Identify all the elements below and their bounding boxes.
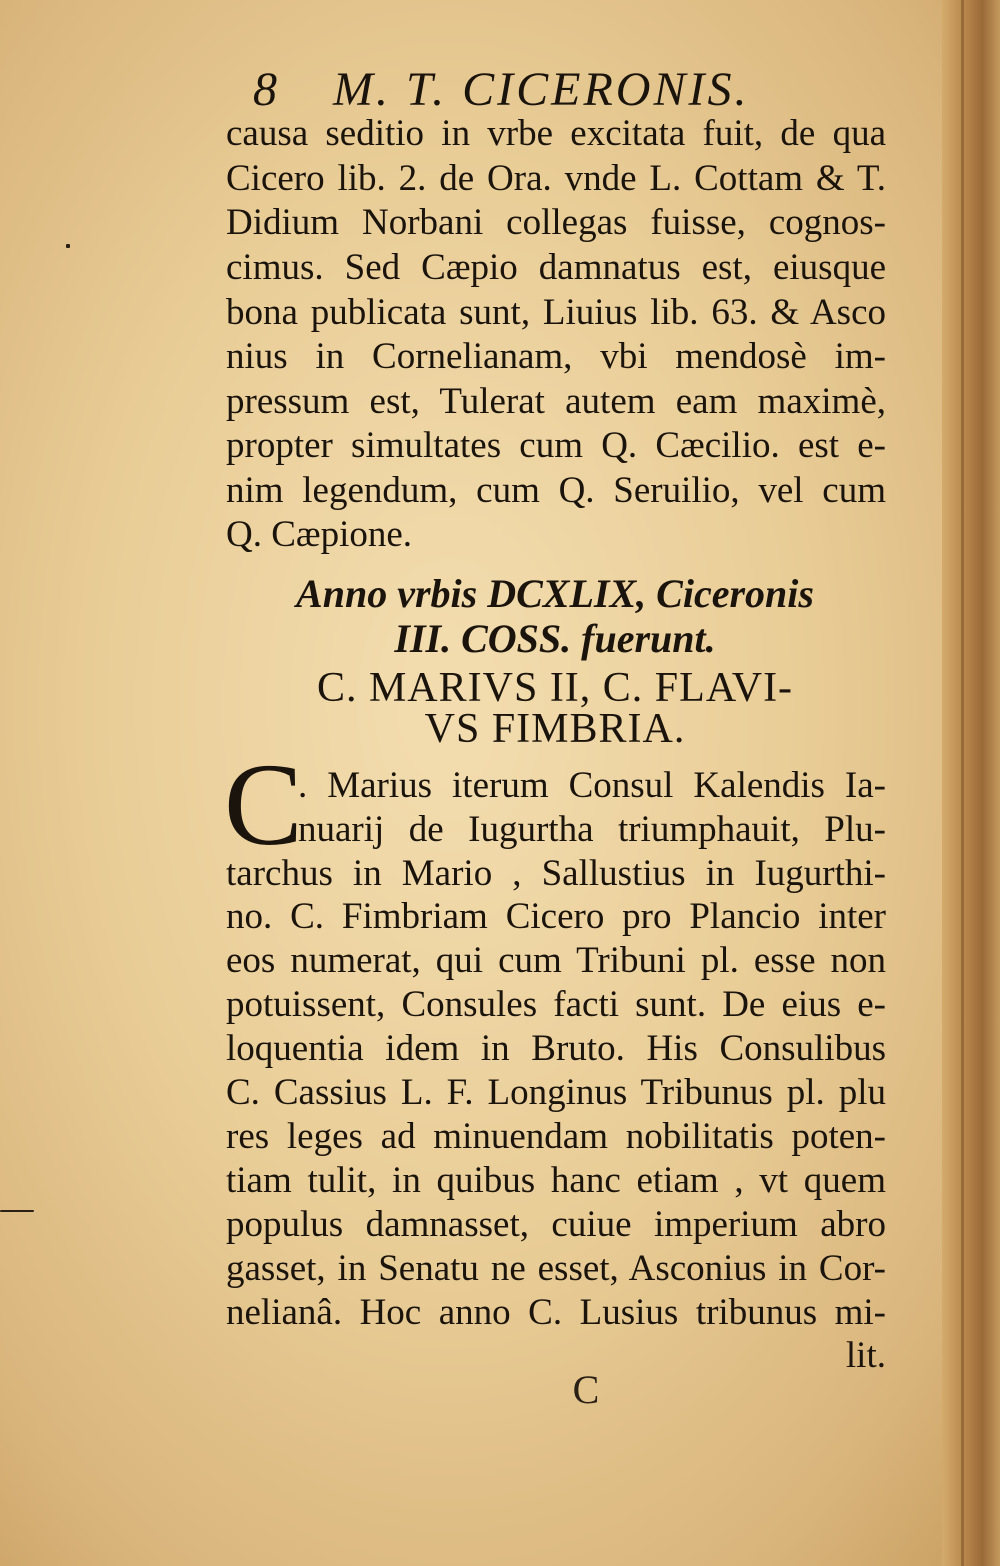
text-line: nim legendum, cum Q. Seruilio, vel cum xyxy=(226,470,886,511)
text-line: propter simultates cum Q. Cæcilio. est e- xyxy=(226,425,886,466)
ink-speck xyxy=(66,244,70,248)
text-line: potuissent, Consules facti sunt. De eius e- xyxy=(226,984,886,1025)
text-line: tiam tulit, in quibus hanc etiam , vt quem xyxy=(226,1160,886,1201)
text-line: nelianâ. Hoc anno C. Lusius tribunus mi- xyxy=(226,1292,886,1333)
text-line: Q. Cæpione. xyxy=(226,514,413,555)
year-heading: III. COSS. fuerunt. xyxy=(394,616,716,661)
text-line: gasset, in Senatu ne esset, Asconius in Cor- xyxy=(226,1248,886,1289)
text-line: bona publicata sunt, Liuius lib. 63. & Asco xyxy=(226,292,886,333)
text-line: pressum est, Tulerat autem eam maximè, xyxy=(226,381,886,422)
catchword: C xyxy=(572,1367,600,1412)
ink-stroke xyxy=(0,1210,34,1212)
year-heading: Anno vrbis DCXLIX, Ciceronis xyxy=(296,571,814,616)
text-line: Didium Norbani collegas fuisse, cognos- xyxy=(226,202,886,243)
text-line: C. Cassius L. F. Longinus Tribunus pl. plu xyxy=(226,1072,886,1113)
text-line: causa seditio in vrbe excitata fuit, de qua xyxy=(226,113,886,154)
text-line: populus damnasset, cuiue imperium abro xyxy=(226,1204,886,1245)
text-line: Cicero lib. 2. de Ora. vnde L. Cottam & T. xyxy=(226,158,886,199)
text-line: cimus. Sed Cæpio damnatus est, eiusque xyxy=(226,247,886,288)
consuls-heading: C. MARIVS II, C. FLAVI- xyxy=(316,665,794,711)
text-line: no. C. Fimbriam Cicero pro Plancio inter xyxy=(226,896,886,937)
text-line: lit. xyxy=(845,1335,886,1376)
text-line: res leges ad minuendam nobilitatis poten- xyxy=(226,1116,886,1157)
page-number: 8 xyxy=(253,63,280,116)
running-title: M. T. CICERONIS. xyxy=(333,63,750,116)
consuls-heading: VS FIMBRIA. xyxy=(424,706,686,752)
text-line: . Marius iterum Consul Kalendis Ia- xyxy=(298,765,886,806)
drop-cap: C xyxy=(224,739,303,870)
text-line: tarchus in Mario , Sallustius in Iugurthi- xyxy=(226,853,886,894)
text-line: nius in Cornelianam, vbi mendosè im- xyxy=(226,336,886,377)
text-line: nuarij de Iugurtha triumphauit, Plu- xyxy=(298,809,886,850)
text-line: eos numerat, qui cum Tribuni pl. esse non xyxy=(226,940,886,981)
text-line: loquentia idem in Bruto. His Consulibus xyxy=(226,1028,886,1069)
